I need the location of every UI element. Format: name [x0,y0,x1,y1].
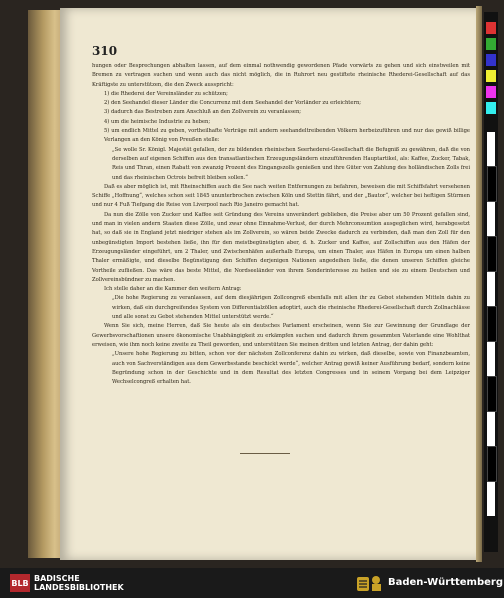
text-paragraph: 2) den Seehandel dieser Länder die Concurrenz mit dem Seehandel der Vorländer zu erleichtern; [104,100,362,107]
ruler-segment [487,446,497,482]
text-paragraph: 3) dadurch das Bestreben zum Anschluß an den Zollverein zu veranlassen; [104,109,302,116]
text-paragraph: Ich stelle daher an die Kammer den weitern Antrag: [104,286,242,293]
text-paragraph: 1) die Rhederei der Vereinsländer zu schützen; [104,90,228,97]
color-calibration-ruler [484,12,498,552]
ruler-segment [487,236,497,272]
ruler-segment [487,166,497,202]
text-paragraph: Da nun die Zölle von Zucker und Kaffee seit Gründung des Vereins unverändert geblieben, die Preise aber um 50 Prozent gefallen sind, und man in vielen andern Staaten diese Zölle, und zwar ohne Einnahme-Verlust, der durch Mehrconsumtion ausgeglichen wird, herabgesetzt hat, so daß sie in England jetzt niedriger stehen als im Zollverein, so wären beide Zwecke dadurch zu verbinden, daß man den Zoll für den unbegünstigten Import bestehen ließe, ihn für den meistbegünstigten aber, d. h. Zucker und Kaffee, auf Zollschiffen aus den Häfen der Erzeugungsländer eingeführt, um 2 Thaler, und Zwischenhäfen außerhalb Europa, um einen Thaler, aus Häfen in Europa um einen halben Thaler ermäßigte, und dieselbe Begünstigung den Schiffen derjenigen Nationen angedeihen ließe, die denen unseren Schiffen gleiche Vortheile zufließen. Das wäre das beste Mittel, die Nordseeländer von ihrem Sonderinteresse zu heilen und sie zu einem Deutschen und Zollvereinsbündner zu machen. [92,211,470,283]
color-chip [486,102,496,114]
color-chip [486,70,496,82]
text-paragraph: hungen oder Besprechungen abhalten lassen, auf dem einmal nothwendig gewordenen Pfade vorwärts zu gehen und sich einstweilen mit Bremen zu vertragen suchen und wenn auch das nicht möglich, die in Ruhrort neu gestiftete rheinische Rhederei-Gesellschaft auf das Kräftigste zu unterstützen, die den Zweck ausspricht: [92,63,470,88]
page-number: 310 [92,44,118,58]
ruler-segment [487,132,495,166]
text-paragraph: 4) um die heimische Industrie zu heben; [104,118,211,125]
text-paragraph: „Se wolle Sr. Königl. Majestät gefallen, der zu bildenden rheinischen Seerhederei-Gesellschaft die Befugniß zu gewähren, daß die von derselben auf eigenen Schiffen aus den transatlantischen Erzeugungsländern einzuführenden Hauptartikel, als: Kaffee, Zucker, Tabak, Reis und Thran, einen Rabatt von zwanzig Prozent des Eingangszolls genießen und ihre Güter von Zahlung des holländischen Zolls frei und das rheinischen Octrois befreit bleiben sollen.“ [112,146,470,181]
color-chip [486,54,496,66]
color-chip [486,22,496,34]
ruler-segment [487,376,497,412]
text-paragraph: „Die hohe Regierung zu veranlassen, auf dem diesjährigen Zollcongreß ebenfalls mit allen ihr zu Gebot stehenden Mitteln dahin zu wirken, daß ein durchgreifendes System von Differentialzöllen adoptirt, auch die rheinische Rhederei-Gesellschaft durch Zollnachlässe und alle sonst zu Gebot stehenden Mittel unterstützt werde.“ [112,295,470,321]
closing-divider [240,453,290,454]
ruler-segment [487,482,495,516]
text-paragraph: „Unsere hohe Regierung zu bitten, schon vor der nächsten Zollconferenz dahin zu wirken, daß dieselbe, sowie von Finanzbeamten, auch von Sachverständigen aus dem Gewerbsstande beschickt werde“, welcher Antrag gewiß keiner Ausführung bedarf, sondern keine Begründung schon in der Geschichte und in dem Resultat des letzten Congresses und in seinem Vorgang bei dem Leipziger Wechselcongreß erhalten hat. [112,351,470,386]
ruler-segment [487,272,495,306]
ruler-segment [487,306,497,342]
color-chip [486,38,496,50]
text-paragraph: Daß es aber möglich ist, mit Rheinschiffen auch die See nach weiten Entfernungen zu befahren, beweisen die mit Schiffsfahrt versehenen Schiffe „Hoffnung“, welches schon seit 1845 ununterbrochen zwischen Köln und Stettin fährt, und der „Bautor“, welcher bei heftigen Stürmen und nur 4 Fuß Tiefgang die Reise von Liverpool nach Rio Janeiro gemacht hat. [92,183,470,209]
footer-bar [0,568,504,598]
coat-of-arms-icon [356,574,384,592]
ruler-segment [487,412,495,446]
ruler-segment [487,342,495,376]
text-paragraph: 5) um endlich Mittel zu geben, vortheilhafte Verträge mit andern seehandeltreibenden Völkern herbeizuführen und nur das gewiß billige Verlangen an den König von Preußen stelle: [104,128,470,144]
text-paragraph: Wenn Sie sich, meine Herren, daß Sie heute als ein deutsches Parlament erscheinen, wenn Sie zur Gewinnung der Grundlage der Gewerbsvorschaftionen unsere ökonomische Unabhängigkeit zu erkämpfen suchen und dadurch ihrem gesammten Vaterlande eine Wohlthat erweisen, wie ihm noch keine zweite zu Theil geworden, und unterstützen Sie meinen dritten und letzten Antrag, der dahin geht: [92,323,470,348]
blb-logo[interactable]: BLB [10,574,30,592]
state-name[interactable]: Baden-Württemberg [388,577,504,588]
library-name[interactable] [34,574,124,592]
library-name-line2: LANDESBIBLIOTHEK [34,583,124,592]
page-body-text [92,62,470,387]
page-right-edge [476,6,482,562]
ruler-segment [487,202,495,236]
color-chip [486,86,496,98]
library-name-line1: BADISCHE [34,574,80,583]
